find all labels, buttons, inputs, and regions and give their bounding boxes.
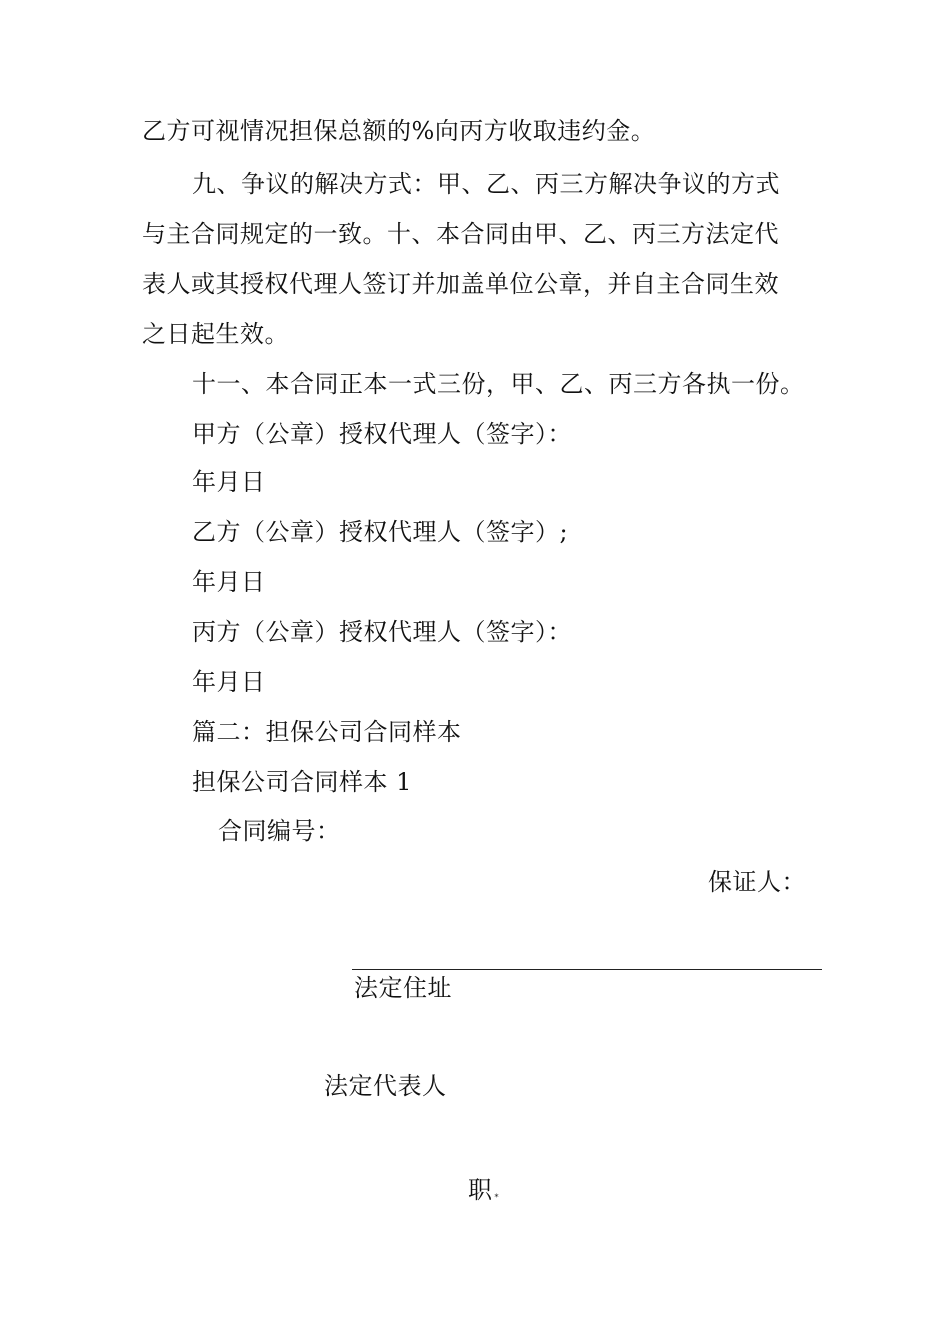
clause-eleven-line: 十一、本合同正本一式三份，甲、乙、丙三方各执一份。 [192,370,805,398]
position-label-text: 职 [468,1176,493,1204]
guarantor-label: 保证人： [708,868,806,896]
contract-number-label: 合同编号： [218,817,341,845]
section-heading: 篇二：担保公司合同样本 [192,718,462,746]
legal-representative-label: 法定代表人 [324,1072,447,1100]
party-b-signature-line: 乙方（公章）授权代理人（签字）; [192,518,569,546]
date-line: 年月日 [192,468,266,496]
party-c-signature-line: 丙方（公章）授权代理人（签字）： [192,618,572,646]
paragraph-line: 之日起生效。 [142,320,289,348]
party-a-signature-line: 甲方（公章）授权代理人（签字）： [192,420,572,448]
legal-address-label: 法定住址 [354,974,452,1002]
paragraph-line: 乙方可视情况担保总额的%向丙方收取违约金。 [142,117,656,145]
position-label [468,1174,499,1212]
paragraph-line: 表人或其授权代理人签订并加盖单位公章，并自主合同生效 [142,270,779,298]
underline-rule [352,969,822,970]
footnote-mark: * [494,1193,499,1202]
date-line: 年月日 [192,668,266,696]
sample-title: 担保公司合同样本 1 [192,768,412,796]
date-line: 年月日 [192,568,266,596]
paragraph-line: 与主合同规定的一致。十、本合同由甲、乙、丙三方法定代 [142,220,779,248]
clause-nine-line: 九、争议的解决方式：甲、乙、丙三方解决争议的方式 [192,170,780,198]
